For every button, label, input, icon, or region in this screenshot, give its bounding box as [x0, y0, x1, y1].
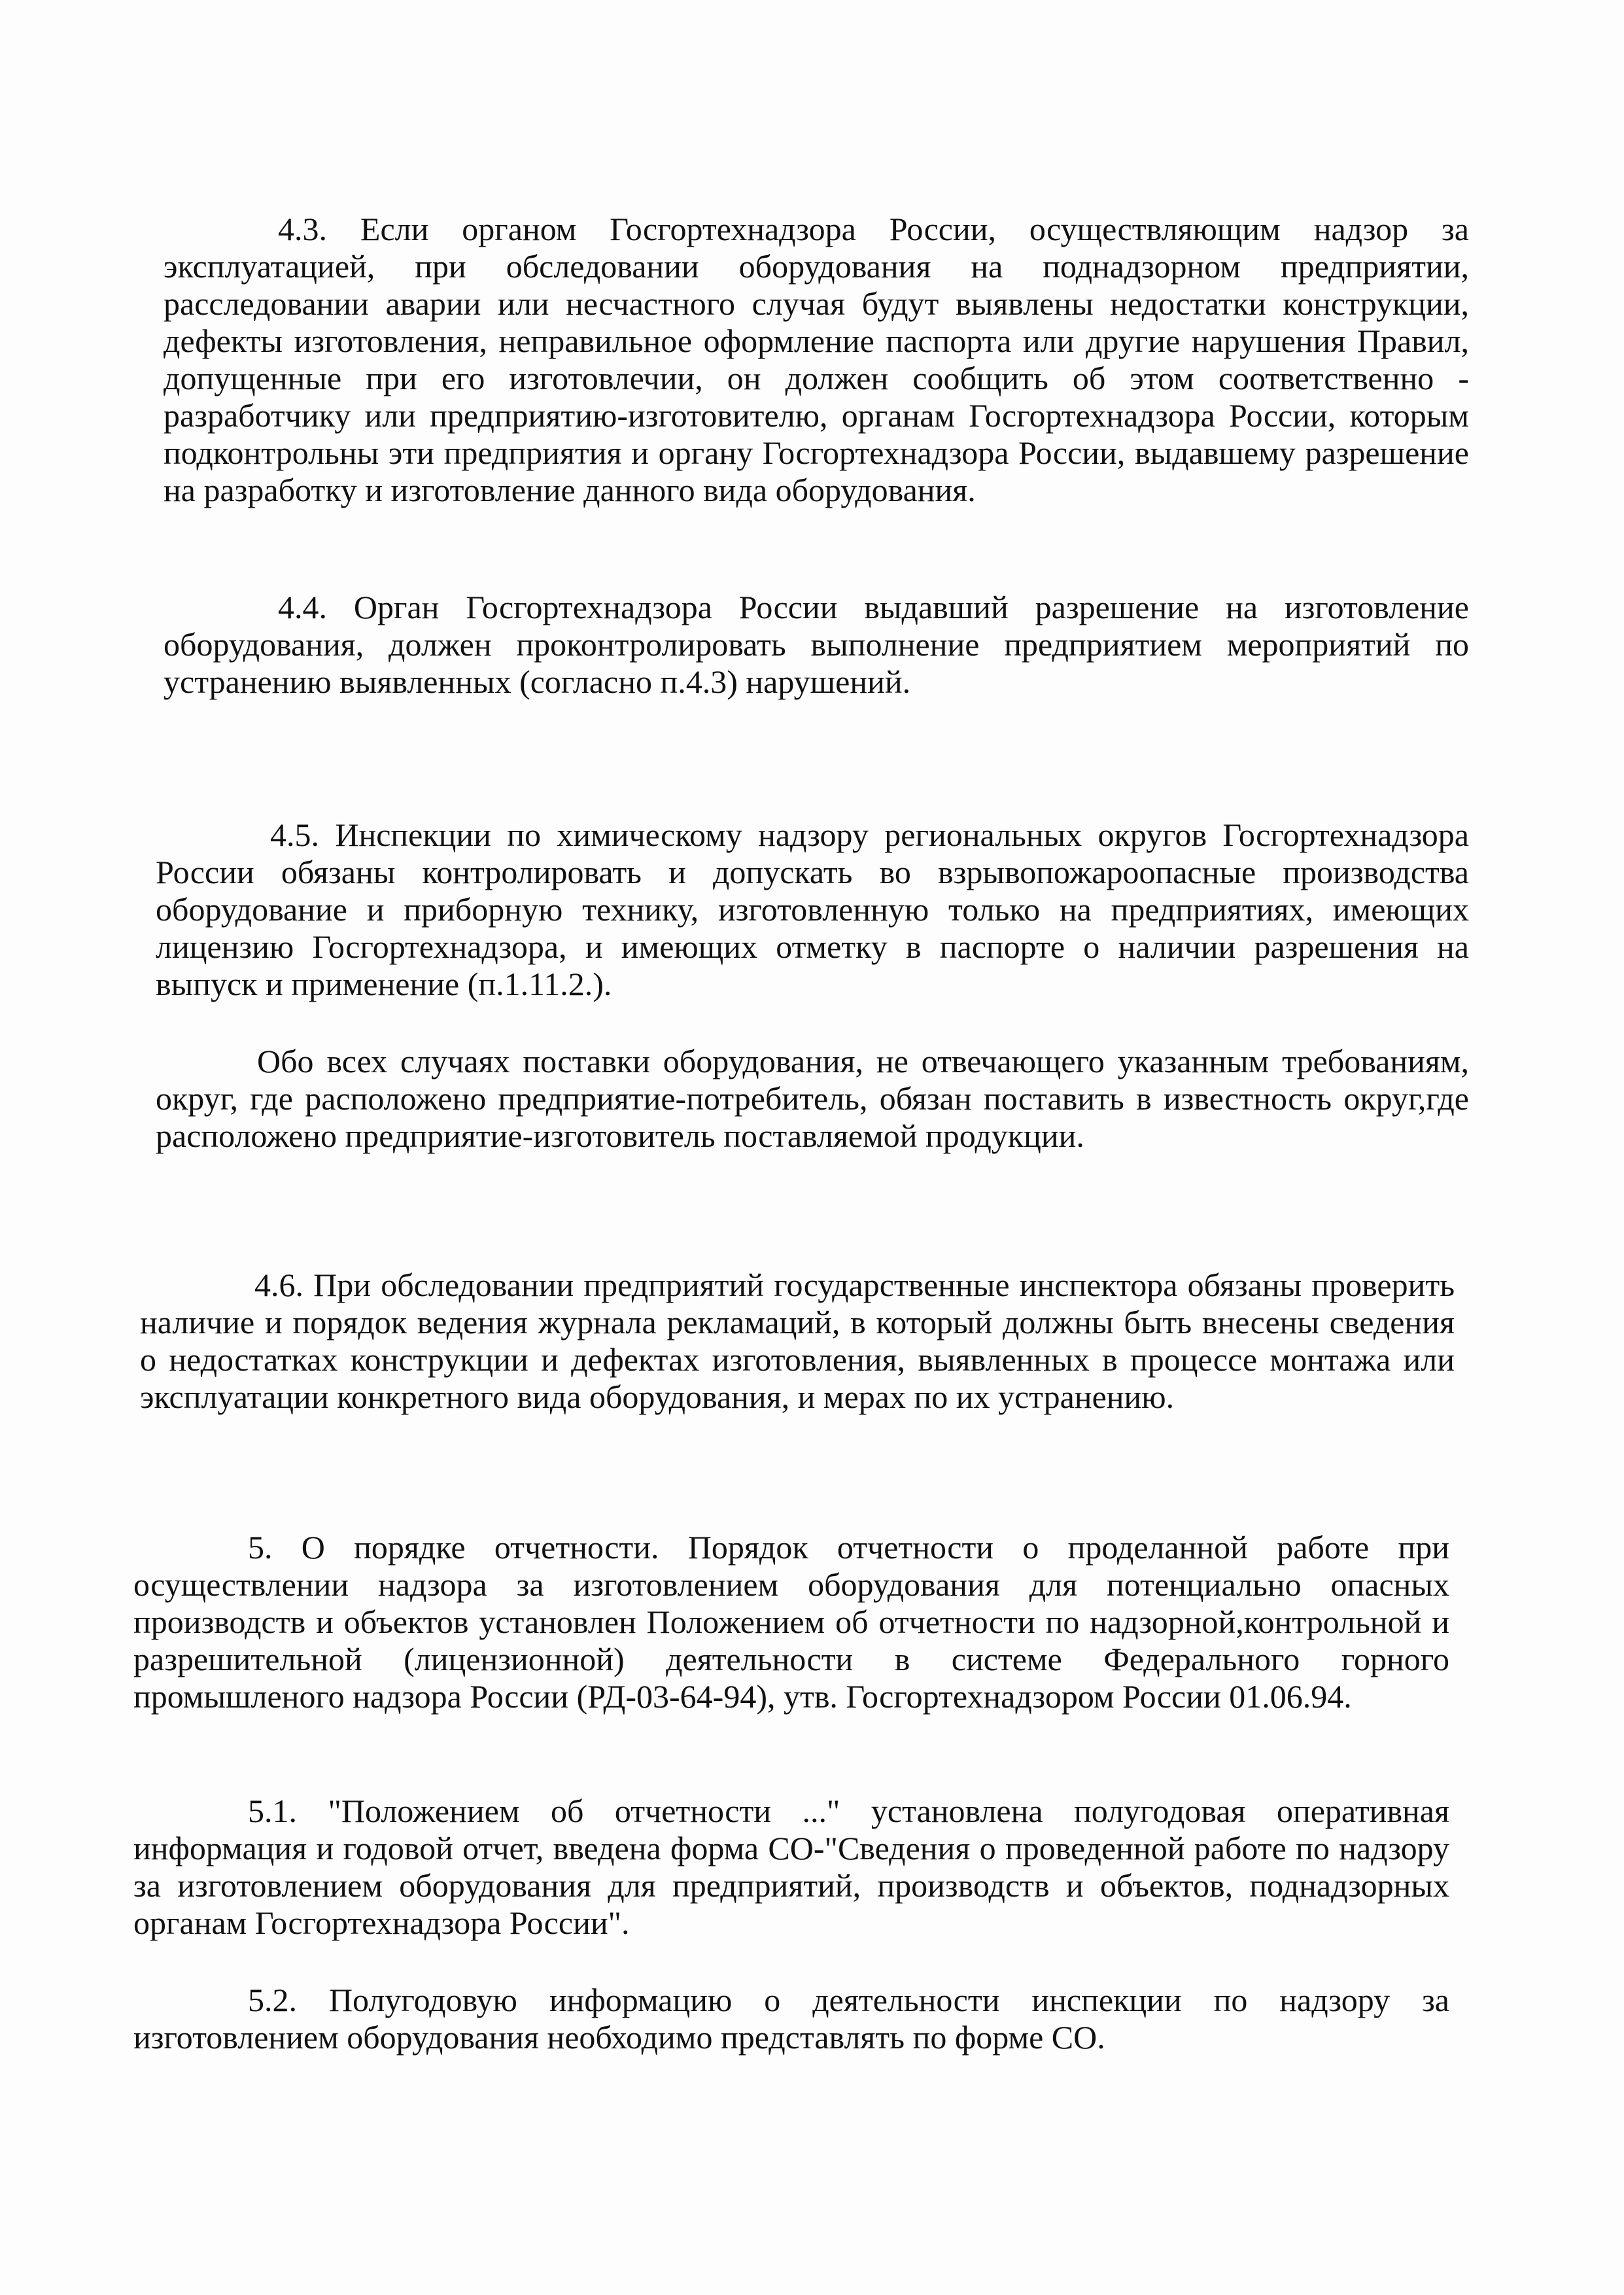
paragraph-4-4: 4.4. Орган Госгортехнадзора России выдавший разрешение на изготовление оборудования, должен проконтролировать выполнение предприятием мероприятий по устранению выявленных (согласно п.4.3) нарушений.: [164, 589, 1469, 700]
paragraph-5-1: 5.1. "Положением об отчетности ..." установлена полугодовая оперативная информация и годовой отчет, введена форма СО-"Сведения о проведенной работе по надзору за изготовлением оборудования для предприятий, производств и объектов, поднадзорных органам Госгортехнадзора России".: [133, 1793, 1449, 1941]
paragraph-5: 5. О порядке отчетности. Порядок отчетности о проделанной работе при осуществлении надзора за изготовлением оборудования для потенциально опасных производств и объектов установлен Положением об отчетности по надзорной,контрольной и разрешительной (лицензионной) деятельности в системе Федерального горного промышленого надзора России (РД-03-64-94), утв. Госгортехнадзором России 01.06.94.: [133, 1529, 1449, 1715]
paragraph-4-3: 4.3. Если органом Госгортехнадзора России, осуществляющим надзор за эксплуатацией, при обследовании оборудования на поднадзорном предприятии, расследовании аварии или несчастного случая будут выявлены недостатки конструкции, дефекты изготовления, неправильное оформление паспорта или другие нарушения Правил, допущенные при его изготовлечии, он должен сообщить об этом соответственно - разработчику или предприятию-изготовителю, органам Госгортехнадзора России, которым подконтрольны эти предприятия и органу Госгортехнадзора России, выдавшему разрешение на разработку и изготовление данного вида оборудования.: [164, 211, 1469, 508]
paragraph-4-5-cont: Обо всех случаях поставки оборудования, не отвечающего указанным требованиям, округ, где расположено предприятие-потребитель, обязан поставить в известность округ,где расположено предприятие-изготовитель поставляемой продукции.: [156, 1043, 1469, 1154]
paragraph-4-5: 4.5. Инспекции по химическому надзору региональных округов Госгортехнадзора России обязаны контролировать и допускать во взрывопожароопасные производства оборудование и приборную технику, изготовленную только на предприятиях, имеющих лицензию Госгортехнадзора, и имеющих отметку в паспорте о наличии разрешения на выпуск и применение (п.1.11.2.).: [156, 816, 1469, 1002]
paragraph-4-6: 4.6. При обследовании предприятий государственные инспектора обязаны проверить наличие и порядок ведения журнала рекламаций, в который должны быть внесены сведения о недостатках конструкции и дефектах изготовления, выявленных в процессе монтажа или эксплуатации конкретного вида оборудования, и мерах по их устранению.: [140, 1267, 1455, 1415]
paragraph-5-2: 5.2. Полугодовую информацию о деятельности инспекции по надзору за изготовлением оборудования необходимо представлять по форме СО.: [133, 1982, 1449, 2056]
